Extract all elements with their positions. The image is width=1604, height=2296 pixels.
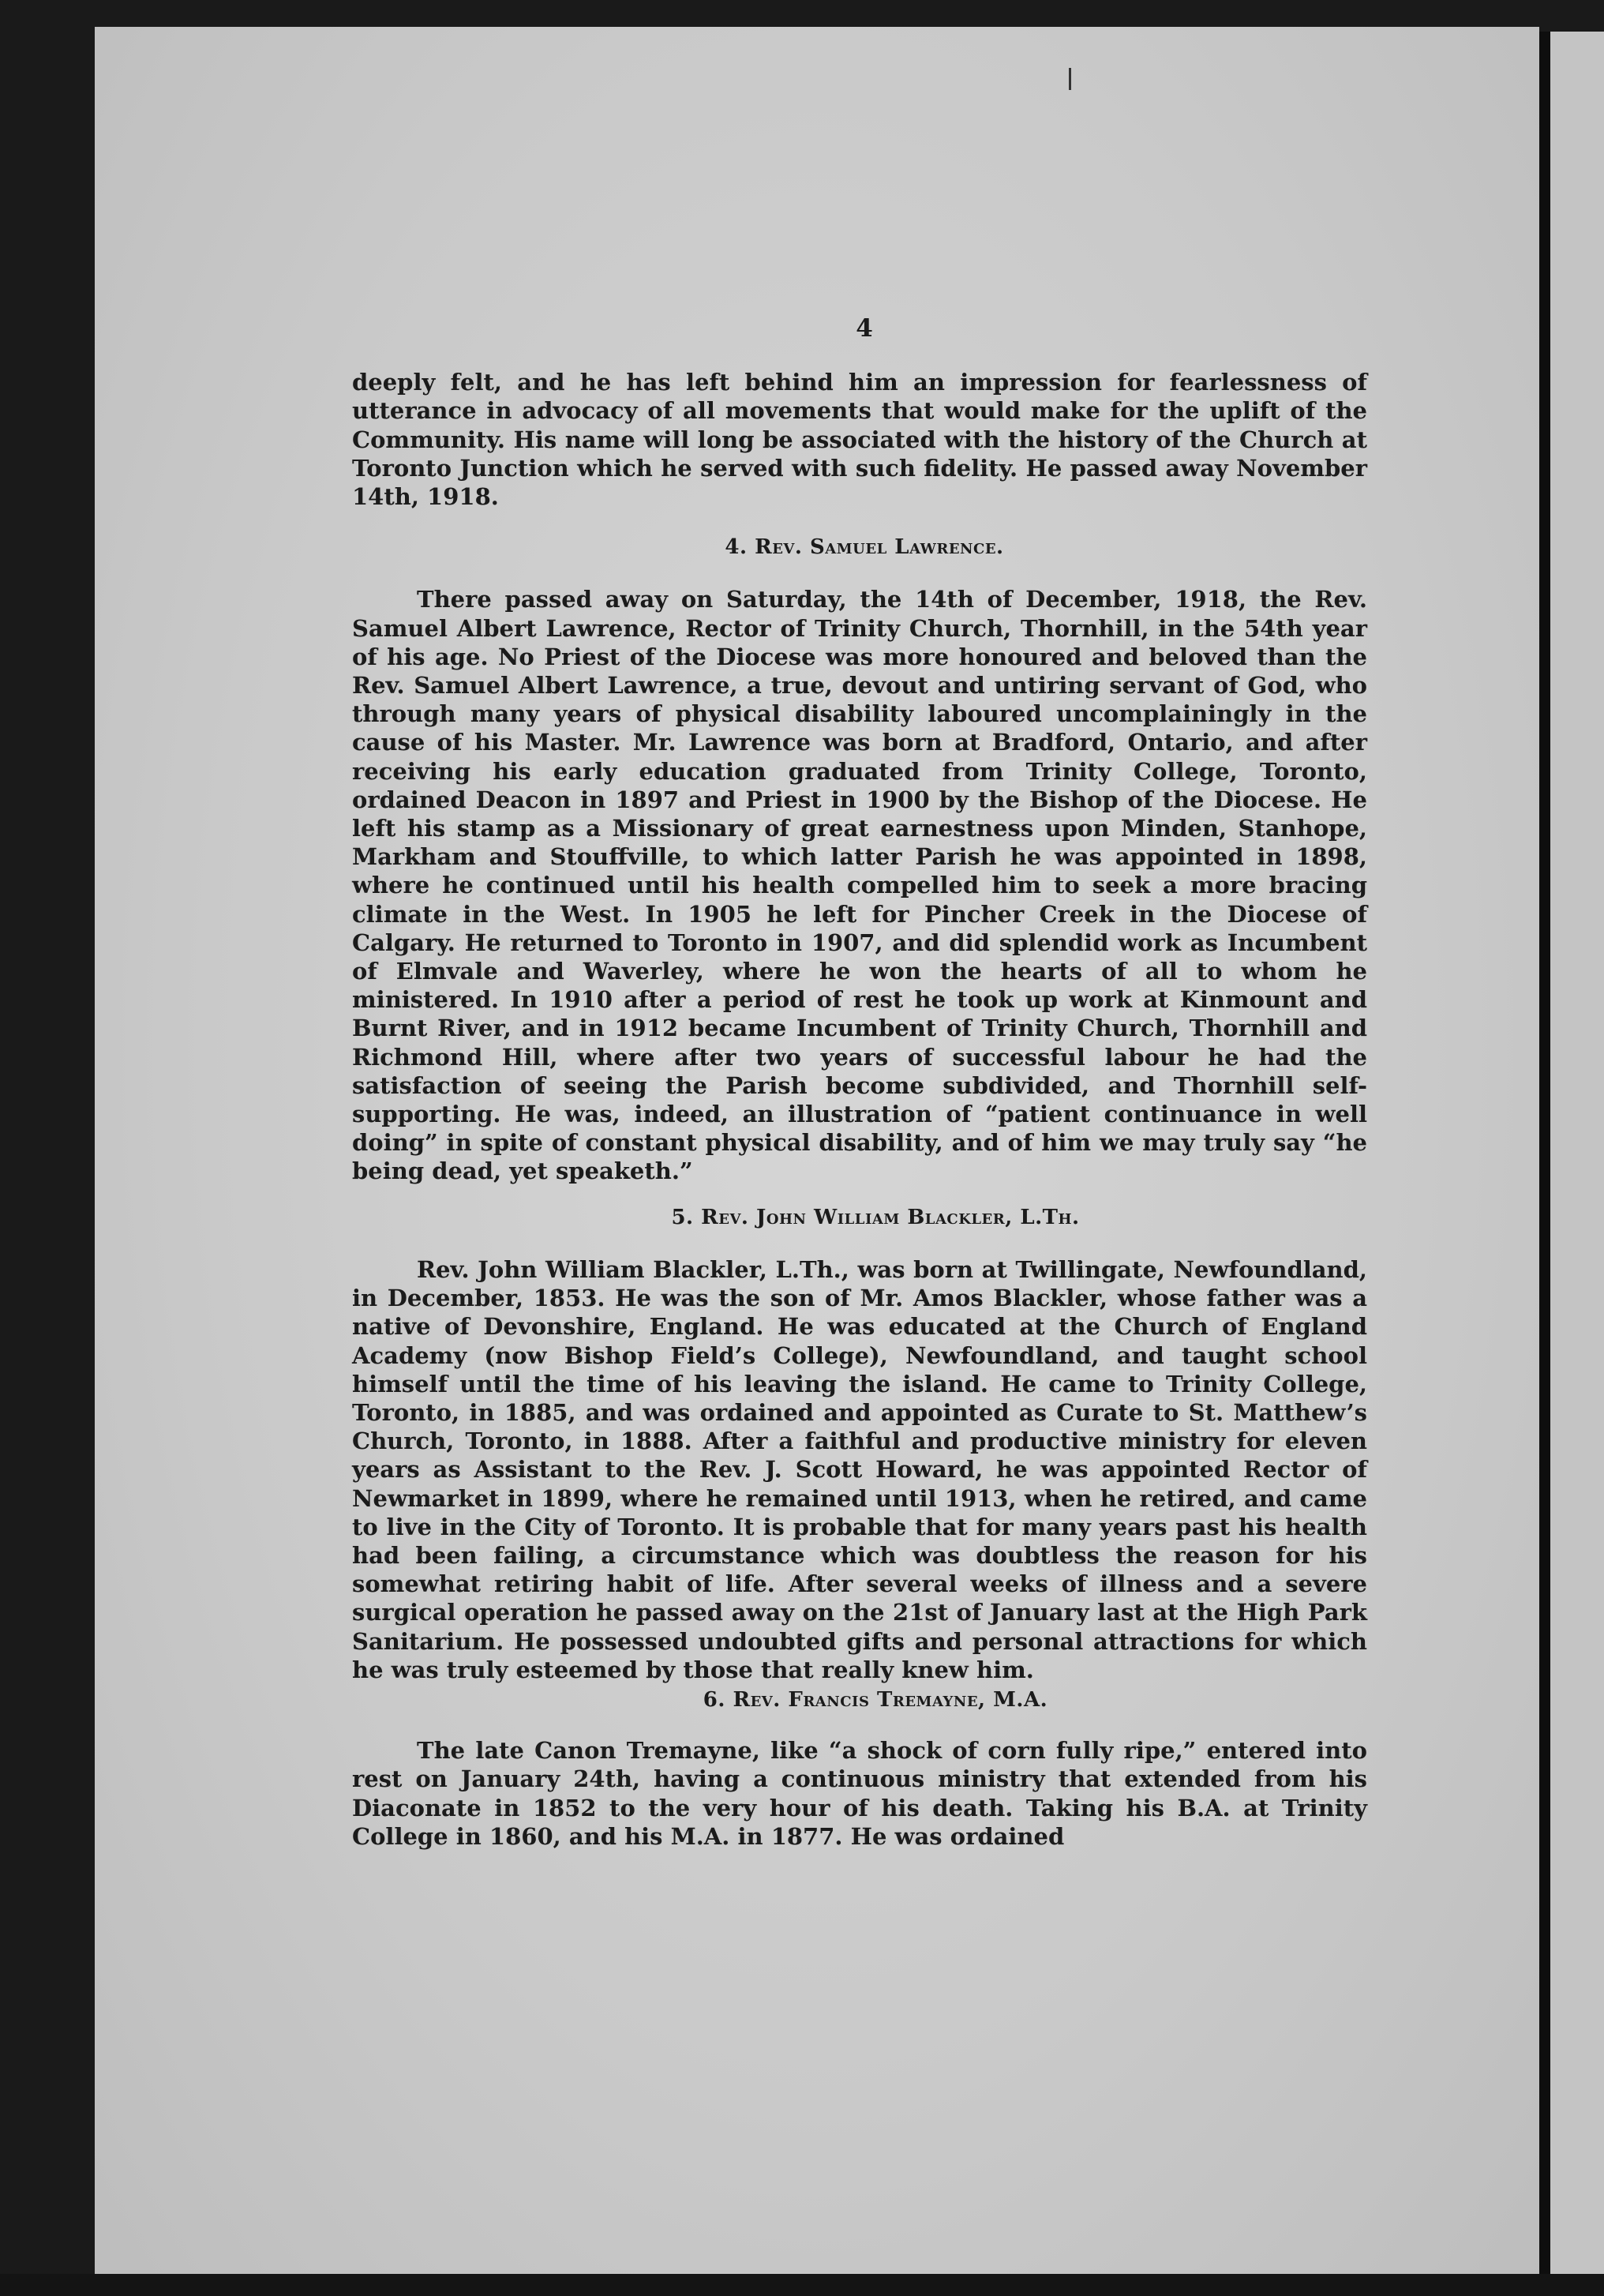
section-text-blackler: Rev. John William Blackler, L.Th., was born at Twillingate, Newfoundland, in December, 1853. He was the son of Mr. Amos Blackler, whose father was a native of Devonshire, England. He was educated at the Church of England Academy (now Bishop Field’s College), Newfoundland, and taught school himself until the time of his leaving the island. He came to Trinity College, Toronto, in 1885, and was ordained and appointed as Curate to St. Matthew’s Church, Toronto, in 1888. After a faithful and productive ministry for eleven years as Assistant to the Rev. J. Scott Howard, he was appointed Rector of Newmarket in 1899, where he remained until 1913, when he retired, and came to live in the City of Toronto. It is probable that for many years past his health had been failing, a circumstance which was doubtless the reason for his somewhat retiring habit of life. After several weeks of illness and a severe surgical operation he passed away on the 21st of January last at the High Park Sanitarium. He possessed undoubted gifts and personal attractions for which he was truly esteemed by those that really knew him. [352, 1255, 1367, 1683]
scan-bottom-edge [0, 2274, 1604, 2296]
document-body [352, 314, 1367, 1851]
page-number: 4 [856, 314, 873, 343]
adjacent-page-edge [1550, 32, 1604, 2296]
section-text-tremayne: The late Canon Tremayne, like “a shock of corn fully ripe,” entered into rest on January 24th, having a continuous ministry that extended from his Diaconate in 1852 to the very hour of his death. Taking his B.A. at Trinity College in 1860, and his M.A. in 1877. He was ordained [352, 1737, 1367, 1850]
section-heading-tremayne: 6. Rev. Francis Tremayne, M.A. [703, 1687, 1048, 1712]
section-text-lawrence: There passed away on Saturday, the 14th of December, 1918, the Rev. Samuel Albert Lawrence, Rector of Trinity Church, Thornhill, in the 54th year of his age. No Priest of the Diocese was more honoured and beloved than the Rev. Samuel Albert Lawrence, a true, devout and untiring servant of God, who through many years of physical disability laboured uncomplainingly in the cause of his Master. Mr. Lawrence was born at Bradford, Ontario, and after receiving his early education graduated from Trinity College, Toronto, ordained Deacon in 1897 and Priest in 1900 by the Bishop of the Diocese. He left his stamp as a Missionary of great earnestness upon Minden, Stanhope, Markham and Stouffville, to which latter Parish he was appointed in 1898, where he continued until his health compelled him to seek a more bracing climate in the West. In 1905 he left for Pincher Creek in the Diocese of Calgary. He returned to Toronto in 1907, and did splendid work as Incumbent of Elmvale and Waverley, where he won the hearts of all to whom he ministered. In 1910 after a period of rest he took up work at Kinmount and Burnt River, and in 1912 became Incumbent of Trinity Church, Thornhill and Richmond Hill, where after two years of successful labour he had the satisfaction of seeing the Parish become subdivided, and Thornhill self-supporting. He was, indeed, an illustration of “patient continuance in well doing” in spite of constant physical disability, and of him we may truly say “he being dead, yet speaketh.” [352, 586, 1367, 1185]
continuation-paragraph: deeply felt, and he has left behind him an impression for fearlessness of utterance in advocacy of all movements that would make for the uplift of the Community. His name will long be associated with the history of the Church at Toronto Junction which he served with such fidelity. He passed away November 14th, 1918. [352, 369, 1367, 511]
section-heading-blackler: 5. Rev. John William Blackler, L.Th. [671, 1205, 1080, 1229]
page-fold-shadow [1539, 32, 1550, 2296]
section-heading-lawrence: 4. Rev. Samuel Lawrence. [725, 535, 1004, 560]
scan-mark [1069, 68, 1071, 90]
